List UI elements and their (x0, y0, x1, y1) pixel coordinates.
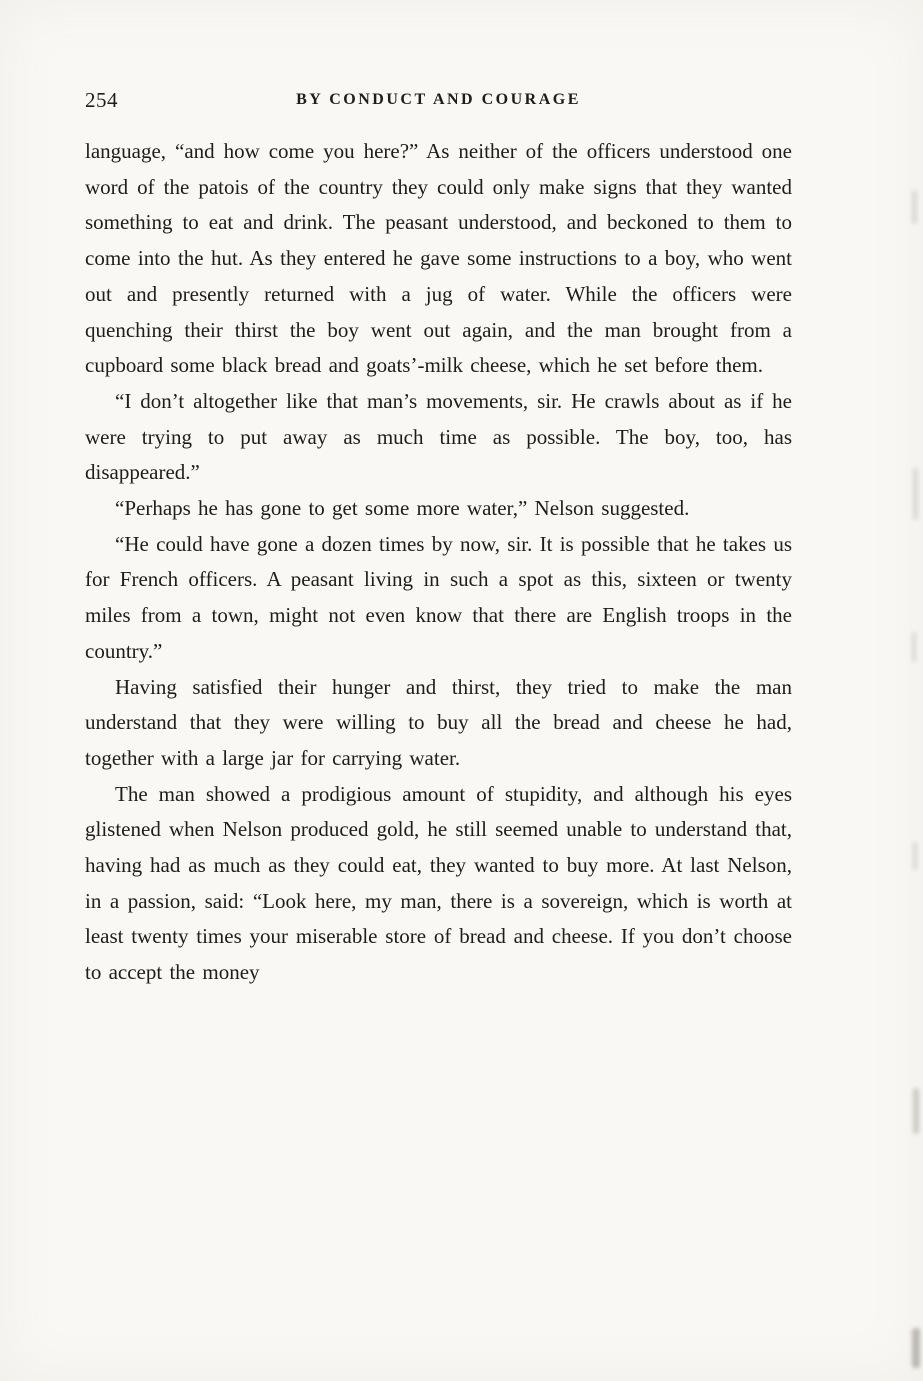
paragraph: “Perhaps he has gone to get some more water,” Nelson suggested. (115, 496, 690, 521)
scan-artifact (912, 1328, 920, 1368)
scan-artifact (912, 190, 917, 224)
paragraph: Having satisfied their hunger and thirst, they tried to make the man understand that they were willing to buy all the bread and cheese he had, together with a large jar for carrying water. (85, 674, 792, 770)
paragraph: language, “and how come you here?” As neither of the officers understood one word of the patois of the country they could only make signs that they wanted something to eat and drink. The peasant understood, and beckoned to them to come into the hut. As they entered he gave some instructions to a boy, who went out and presently returned with a jug of water. While the officers were quenching their thirst the boy went out again, and the man brought from a cupboard some black bread and goats’-milk cheese, which he set before them. (85, 139, 792, 378)
scan-artifact (913, 842, 917, 870)
scan-artifact (912, 632, 916, 662)
paragraph: “I don’t altogether like that man’s movements, sir. He crawls about as if he were trying to put away as much time as possible. The boy, too, has disappeared.” (85, 388, 792, 485)
text-block (85, 134, 792, 991)
paragraph: The man showed a prodigious amount of stupidity, and although his eyes glistened when Nelson produced gold, he still seemed unable to understand that, having had as much as they could eat, they wanted to buy more. At last Nelson, in a passion, said: “Look here, my man, there is a sovereign, which is worth at least twenty times your miserable store of bread and cheese. If you don’t choose to accept the money (85, 781, 792, 985)
scan-artifact (913, 1088, 919, 1134)
page-header (85, 88, 792, 118)
running-title: BY CONDUCT AND COURAGE (296, 91, 581, 108)
page-number: 254 (85, 88, 118, 112)
paragraph: “He could have gone a dozen times by now, sir. It is possible that he takes us for French officers. A peasant living in such a spot as this, sixteen or twenty miles from a town, might not even know that there are English troops in the country.” (85, 531, 792, 663)
scan-artifact (913, 468, 918, 520)
